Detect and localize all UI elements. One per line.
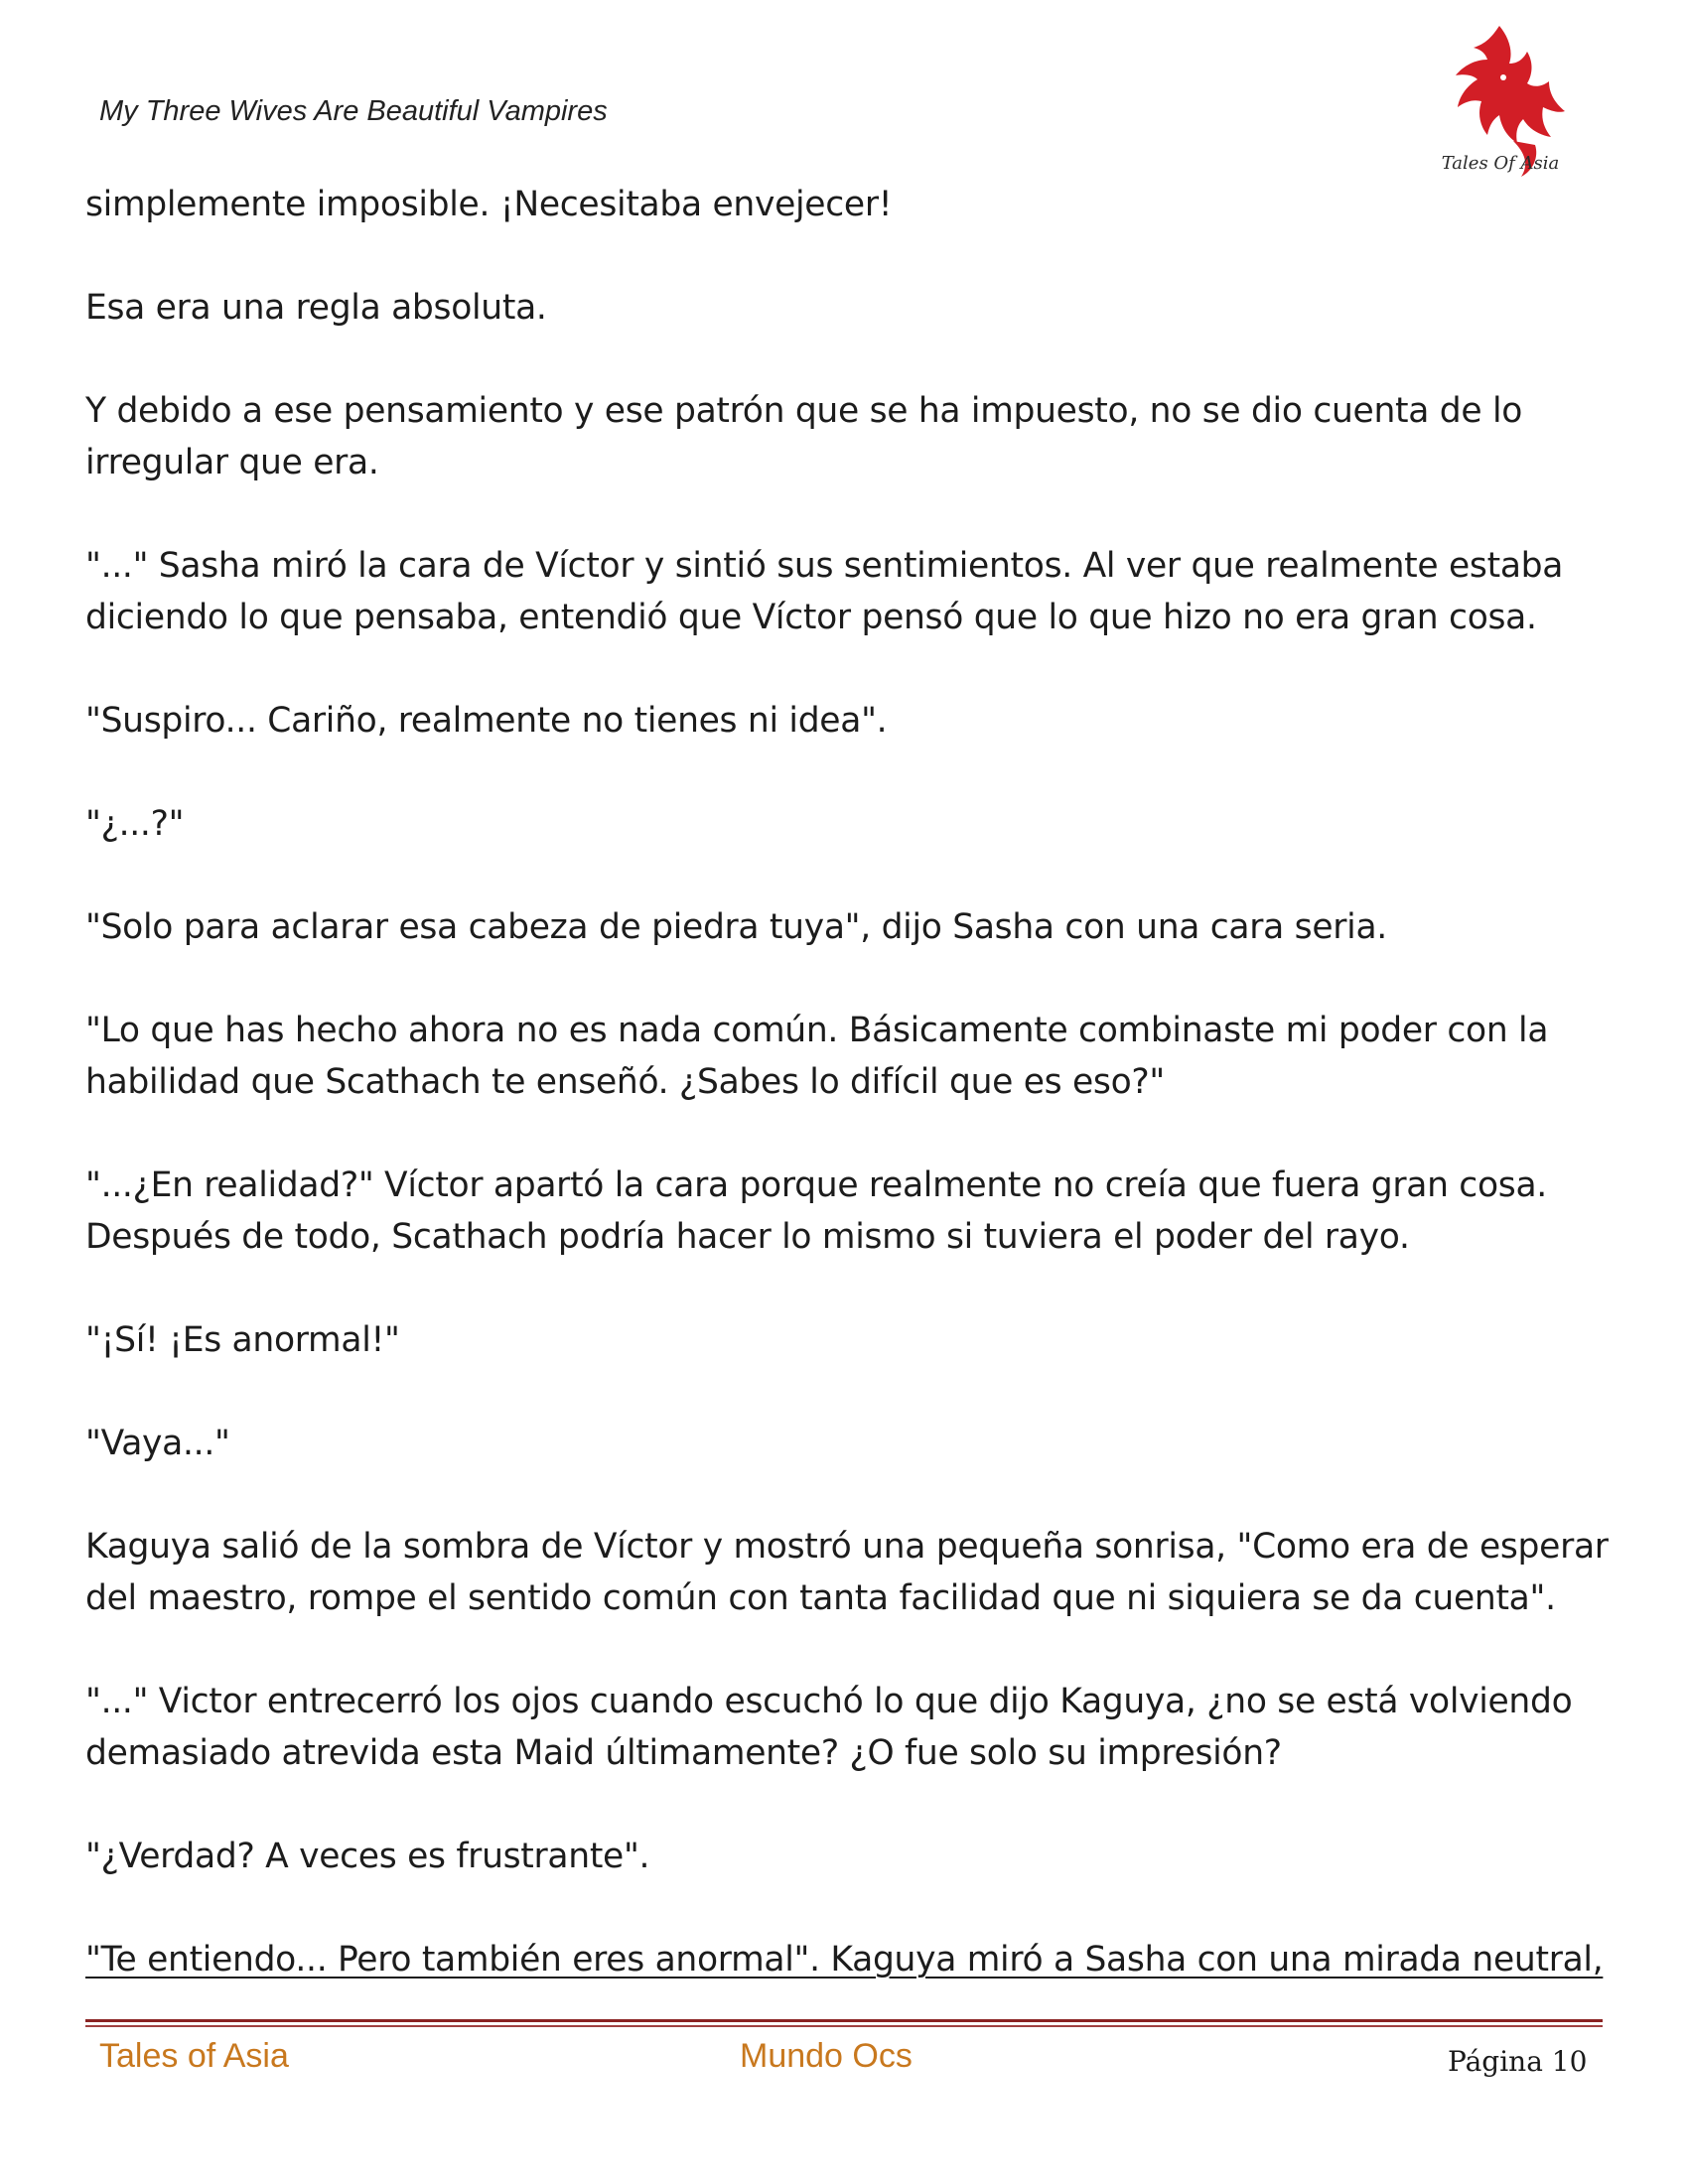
paragraph: Y debido a ese pensamiento y ese patrón que se ha impuesto, no se dio cuenta de lo irregular que era. [85,391,1523,482]
paragraph: simplemente imposible. ¡Necesitaba envejecer! [85,185,893,224]
chapter-body [85,179,1615,1985]
footer-source: Tales of Asia [99,2037,289,2075]
paragraph: Esa era una regla absoluta. [85,288,547,328]
logo-caption: Tales Of Asia [1441,153,1560,174]
paragraph: "...¿En realidad?" Víctor apartó la cara porque realmente no creía que fuera gran cosa. Después de todo, Scathach podría hacer lo mismo si tuviera el poder del rayo. [85,1165,1547,1257]
paragraph: "Vaya..." [85,1424,230,1463]
paragraph: "Lo que has hecho ahora no es nada común. Básicamente combinaste mi poder con la habilidad que Scathach te enseñó. ¿Sabes lo difícil que es eso?" [85,1011,1549,1102]
paragraph: "..." Sasha miró la cara de Víctor y sintió sus sentimientos. Al ver que realmente estaba diciendo lo que pensaba, entendió que Víctor pensó que lo que hizo no era gran cosa. [85,546,1564,637]
paragraph: "¿Verdad? A veces es frustrante". [85,1837,650,1876]
paragraph: "Te entiendo... Pero también eres anormal". Kaguya miró a Sasha con una mirada neutral, [85,1940,1604,1979]
page-number: Página 10 [1448,2045,1588,2078]
paragraph: Kaguya salió de la sombra de Víctor y mostró una pequeña sonrisa, "Como era de esperar del maestro, rompe el sentido común con tanta facilidad que ni siquiera se da cuenta". [85,1527,1609,1618]
document-header-title: My Three Wives Are Beautiful Vampires [99,95,608,127]
footer-divider [85,2019,1603,2022]
footer-section: Mundo Ocs [740,2037,913,2075]
paragraph: "Suspiro... Cariño, realmente no tienes ni idea". [85,701,888,741]
paragraph: "..." Victor entrecerró los ojos cuando escuchó lo que dijo Kaguya, ¿no se está volviendo demasiado atrevida esta Maid últimamente? ¿O fue solo su impresión? [85,1682,1573,1773]
paragraph: "¿...?" [85,804,185,844]
footer-divider-thin [85,2025,1603,2027]
paragraph: "¡Sí! ¡Es anormal!" [85,1320,400,1360]
paragraph: "Solo para aclarar esa cabeza de piedra tuya", dijo Sasha con una cara seria. [85,907,1387,947]
